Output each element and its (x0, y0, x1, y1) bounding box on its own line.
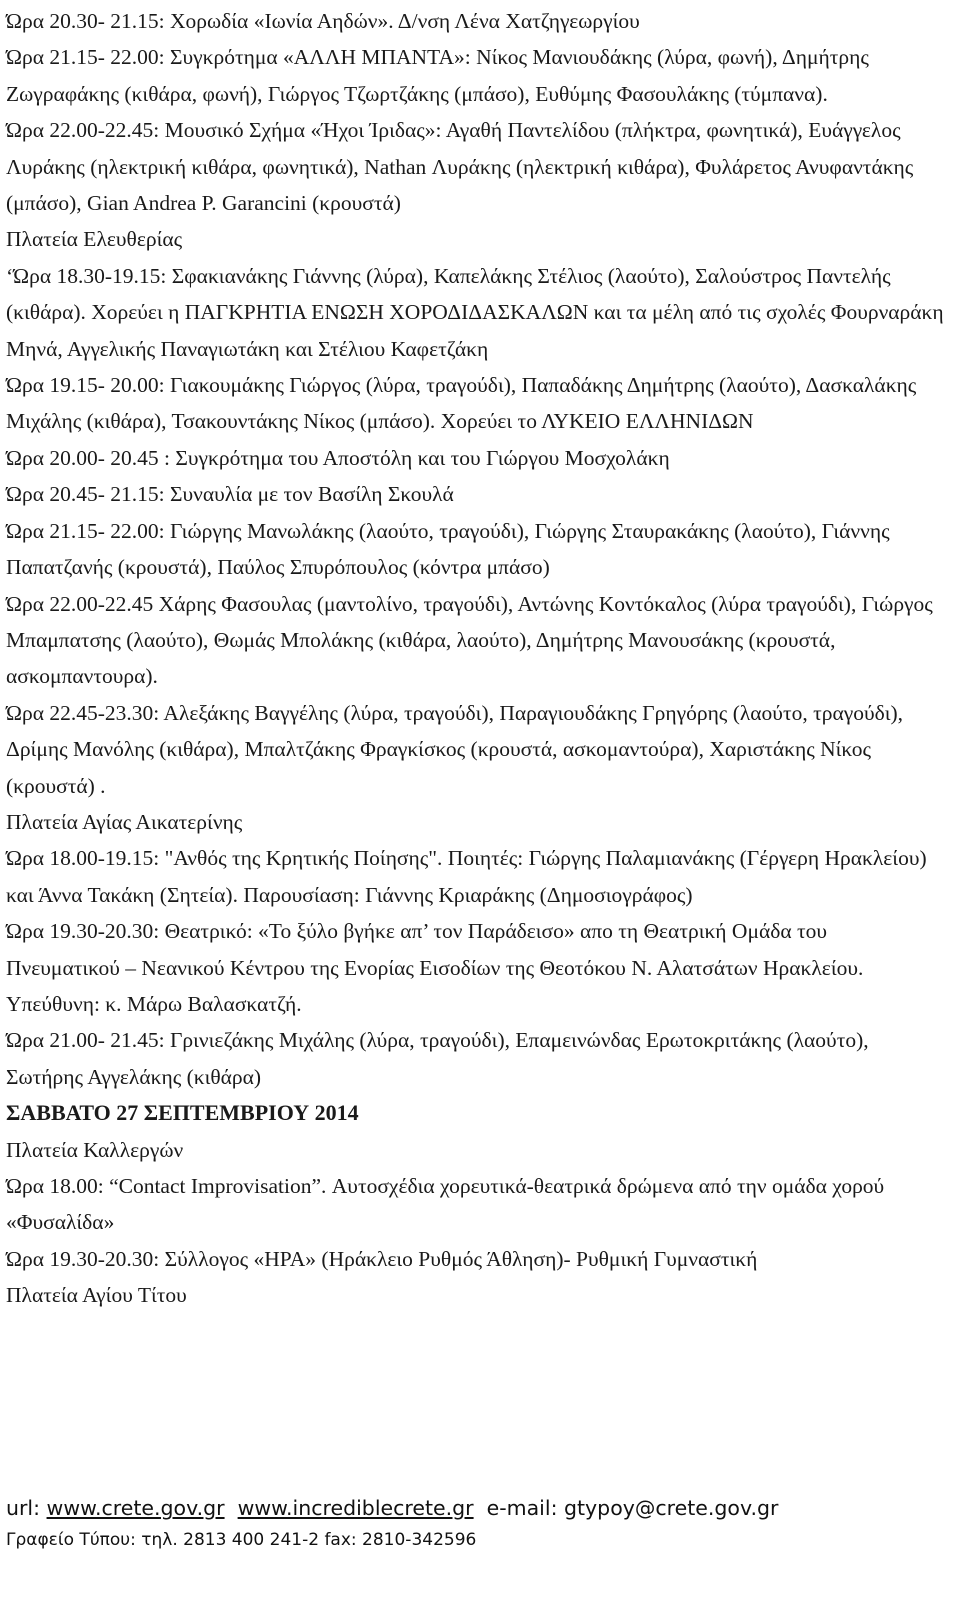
schedule-entry: Ώρα 20.00- 20.45 : Συγκρότημα του Αποστόλη και του Γιώργου Μοσχολάκη (6, 445, 670, 470)
schedule-entry: Ώρα 18.00: “Contact Improvisation”. Αυτοσχέδια χορευτικά-θεατρικά δρώμενα από την ομάδα χορού «Φυσαλίδα» (6, 1174, 885, 1235)
url-line (6, 1492, 954, 1525)
program-content (6, 3, 960, 1314)
schedule-entry: ‘Ώρα 18.30-19.15: Σφακιανάκης Γιάννης (λύρα), Καπελάκης Στέλιος (λαούτο), Σαλούστρος Παντελής (κιθάρα). Χορεύει η ΠΑΓΚΡΗΤΙΑ ΕΝΩΣΗ ΧΟΡΟΔΙΔΑΣΚΑΛΩΝ και τα μέλη από τις σχολές Φουρναράκη Μηνά, Αγγελικής Παναγιωτάκη και Στέλιου Καφετζάκη (6, 263, 944, 361)
venue-title: Πλατεία Ελευθερίας (6, 227, 183, 252)
schedule-entry: Ώρα 19.15- 20.00: Γιακουμάκης Γιώργος (λύρα, τραγούδι), Παπαδάκης Δημήτρης (λαούτο), Δασκαλάκης Μιχάλης (κιθάρα), Τσακουντάκης Νίκος (μπάσο). Χορεύει το ΛΥΚΕΙΟ ΕΛΛΗΝΙΔΩΝ (6, 373, 917, 434)
venue-title: Πλατεία Καλλεργών (6, 1137, 184, 1162)
email-address: gtypoy@crete.gov.gr (564, 1496, 779, 1520)
email-label: e-mail: (486, 1496, 564, 1520)
schedule-entry: Ώρα 22.45-23.30: Αλεξάκης Βαγγέλης (λύρα, τραγούδι), Παραγιουδάκης Γρηγόρης (λαούτο, τραγούδι), Δρίμης Μανόλης (κιθάρα), Μπαλτζάκης Φραγκίσκος (κρουστά, ασκομαντούρα), Χαριστάκης Νίκος (κρουστά) . (6, 700, 904, 798)
venue-title: Πλατεία Αγίου Τίτου (6, 1283, 187, 1308)
contact-footer (6, 1492, 954, 1555)
schedule-entry: Ώρα 18.00-19.15: "Ανθός της Κρητικής Ποίησης". Ποιητές: Γιώργης Παλαμιανάκης (Γέργερη Ηρακλείου) και Άννα Τακάκη (Σητεία). Παρουσίαση: Γιάννης Κριαράκης (Δημοσιογράφος) (6, 846, 927, 907)
url-label: url: (6, 1496, 47, 1520)
schedule-entry: Ώρα 21.15- 22.00: Συγκρότημα «ΑΛΛΗ ΜΠΑΝΤΑ»: Νίκος Μανιουδάκης (λύρα, φωνή), Δημήτρης Ζωγραφάκης (κιθάρα, φωνή), Γιώργος Τζωρτζάκης (μπάσο), Ευθύμης Φασουλάκης (τύμπανα). (6, 45, 869, 106)
press-office-contact: Γραφείο Τύπου: τηλ. 2813 400 241-2 fax: 2810-342596 (6, 1530, 477, 1550)
schedule-entry: Ώρα 22.00-22.45 Χάρης Φασουλας (μαντολίνο, τραγούδι), Αντώνης Κοντόκαλος (λύρα τραγούδι), Γιώργος Μπαμπατσης (λαούτο), Θωμάς Μπολάκης (κιθάρα, λαούτο), Δημήτρης Μανουσάκης (κρουστά, ασκομπαντουρα). (6, 591, 933, 689)
day-heading: ΣΑΒΒΑΤΟ 27 ΣΕΠΤΕΜΒΡΙΟΥ 2014 (6, 1100, 359, 1126)
schedule-entry: Ώρα 21.00- 21.45: Γρινιεζάκης Μιχάλης (λύρα, τραγούδι), Επαμεινώνδας Ερωτοκριτάκης (λαούτο), Σωτήρης Αγγελάκης (κιθάρα) (6, 1028, 869, 1089)
schedule-entry: Ώρα 20.30- 21.15: Χορωδία «Ιωνία Αηδών». Δ/νση Λένα Χατζηγεωργίου (6, 9, 640, 33)
crete-gov-link[interactable]: www.crete.gov.gr (46, 1496, 225, 1520)
schedule-entry: Ώρα 21.15- 22.00: Γιώργης Μανωλάκης (λαούτο, τραγούδι), Γιώργης Σταυρακάκης (λαούτο), Γιάννης Παπατζανής (κρουστά), Παύλος Σπυρόπουλος (κόντρα μπάσο) (6, 518, 890, 580)
incrediblecrete-link[interactable]: www.incrediblecrete.gr (237, 1496, 474, 1520)
venue-title: Πλατεία Αγίας Αικατερίνης (6, 809, 243, 834)
schedule-entry: Ώρα 19.30-20.30: Σύλλογος «ΗΡΑ» (Ηράκλειο Ρυθμός Άθληση)- Ρυθμική Γυμναστική (6, 1246, 758, 1271)
schedule-entry: Ώρα 19.30-20.30: Θεατρικό: «Το ξύλο βγήκε απ’ τον Παράδεισο» απο τη Θεατρική Ομάδα του Πνευματικού – Νεανικού Κέντρου της Ενορίας Εισοδίων της Θεοτόκου Ν. Αλατσάτων Ηρακλείου. Υπεύθυνη: κ. Μάρω Βαλασκατζή. (6, 919, 864, 1016)
schedule-entry: Ώρα 22.00-22.45: Μουσικό Σχήμα «Ήχοι Ίριδας»: Αγαθή Παντελίδου (πλήκτρα, φωνητικά), Ευάγγελος Λυράκης (ηλεκτρική κιθάρα, φωνητικά), Nathan Λυράκης (ηλεκτρική κιθάρα), Φυλάρετος Ανυφαντάκης (μπάσο), Gian Andrea P. Garancini (κρουστά) (6, 118, 914, 216)
schedule-entry: Ώρα 20.45- 21.15: Συναυλία με τον Βασίλη Σκουλά (6, 482, 454, 507)
